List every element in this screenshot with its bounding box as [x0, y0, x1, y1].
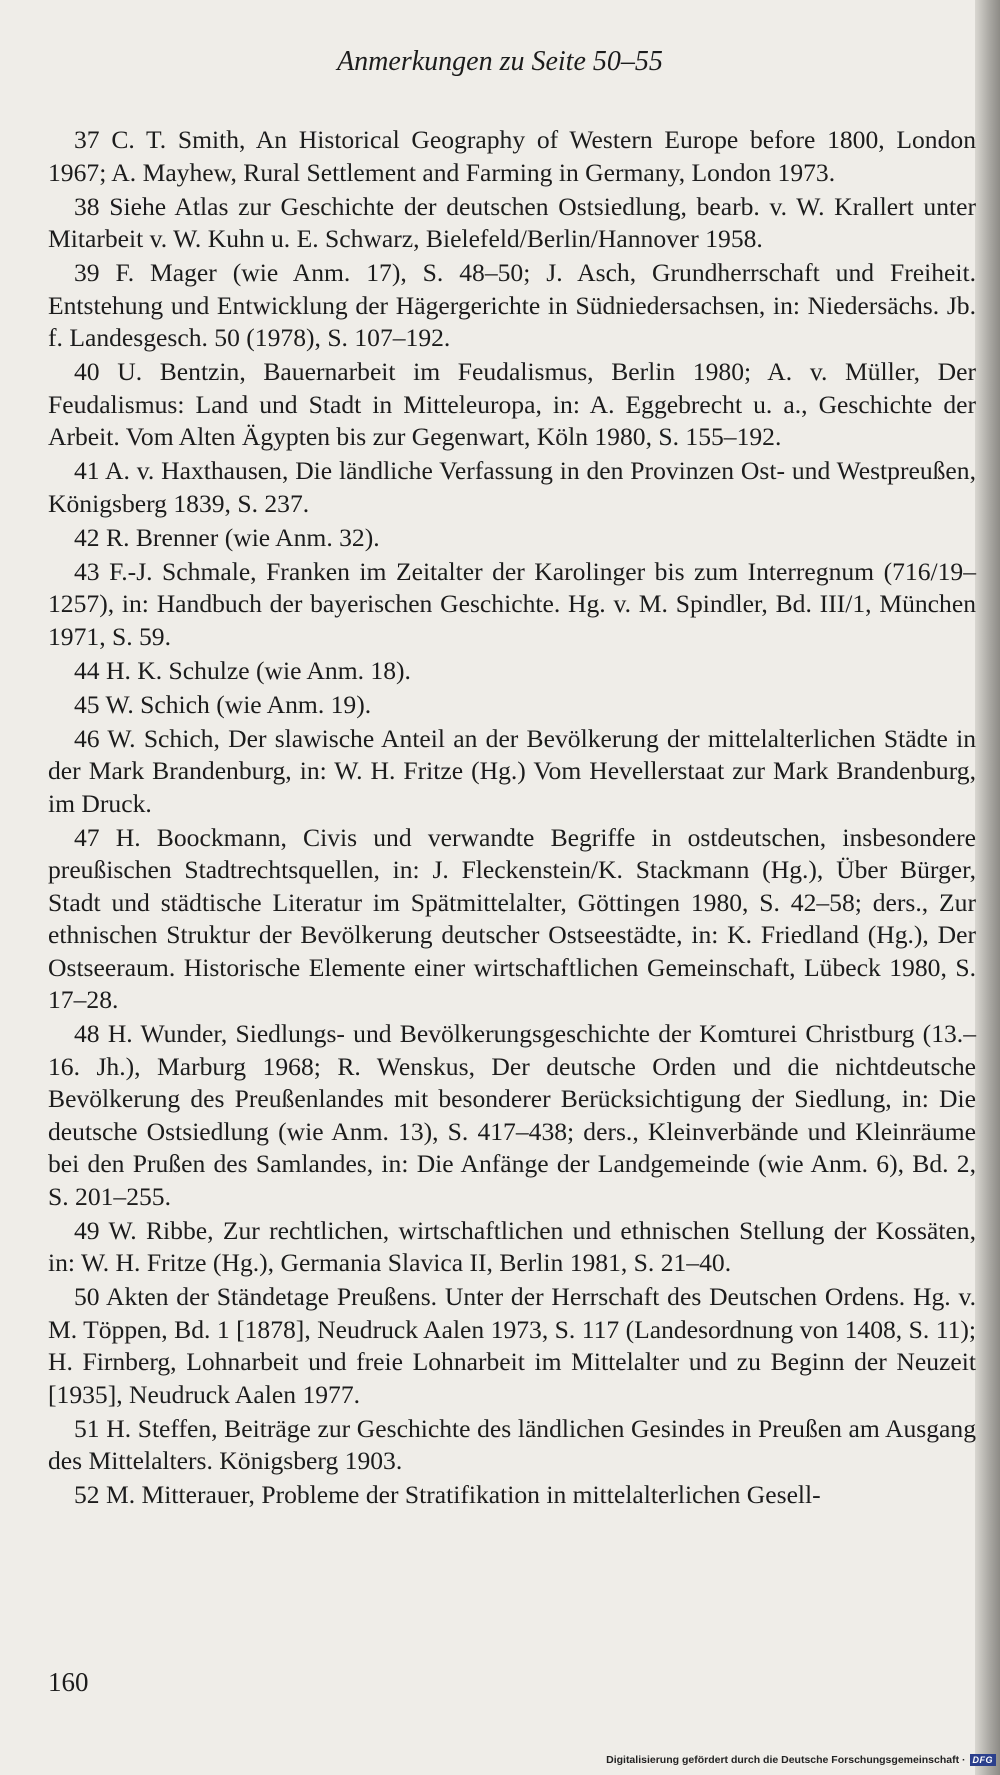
- endnote-40: 40 U. Bentzin, Bauernarbeit im Feudalismus, Berlin 1980; A. v. Müller, Der Feudalismus: Land und Stadt in Mitteleuropa, in: A. Eggebrecht u. a., Geschichte der Arbeit. Vom Alten Ägypten bis zur Gegenwart, Köln 1980, S. 155–192.: [48, 357, 976, 451]
- page-number: 160: [48, 1667, 89, 1697]
- endnote-46: 46 W. Schich, Der slawische Anteil an der Bevölkerung der mittelalterlichen Städte in der Mark Brandenburg, in: W. H. Fritze (Hg.) Vom Hevellerstaat zur Mark Brandenburg, im Druck.: [48, 723, 976, 818]
- endnote-48: 48 H. Wunder, Siedlungs- und Bevölkerungsgeschichte der Komturei Christburg (13.–16. Jh.), Marburg 1968; R. Wenskus, Der deutsche Orden und die nichtdeutsche Bevölkerung des Preußenlandes mit besonderer Berücksichtigung der Siedlung, in: Die deutsche Ostsiedlung (wie Anm. 13), S. 417–438; ders., Kleinverbände und Kleinräume bei den Prußen des Samlandes, in: Die Anfänge der Landgemeinde (wie Anm. 6), Bd. 2, S. 201–255.: [48, 1019, 976, 1211]
- digitization-footer: [606, 1754, 996, 1766]
- endnote-51: 51 H. Steffen, Beiträge zur Geschichte des ländlichen Gesindes in Preußen am Ausgang des Mittelalters. Königsberg 1903.: [48, 1413, 976, 1475]
- endnote-44: 44 H. K. Schulze (wie Anm. 18).: [74, 655, 411, 685]
- endnote-38: 38 Siehe Atlas zur Geschichte der deutschen Ostsiedlung, bearb. v. W. Krallert unter Mitarbeit v. W. Kuhn u. E. Schwarz, Bielefeld/Berlin/Hannover 1958.: [48, 191, 976, 253]
- endnote-52: 52 M. Mitterauer, Probleme der Stratifikation in mittelalterlichen Gesell-: [74, 1480, 821, 1509]
- endnote-45: 45 W. Schich (wie Anm. 19).: [74, 689, 372, 719]
- endnote-49: 49 W. Ribbe, Zur rechtlichen, wirtschaftlichen und ethnischen Stellung der Kossäten, in: W. H. Fritze (Hg.), Germania Slavica II, Berlin 1981, S. 21–40.: [48, 1215, 976, 1277]
- endnote-42: 42 R. Brenner (wie Anm. 32).: [74, 522, 380, 552]
- book-spine-shadow: [975, 0, 1000, 1775]
- footer-credit-text: Digitalisierung gefördert durch die Deutsche Forschungsgemeinschaft ·: [606, 1754, 966, 1766]
- endnote-39: 39 F. Mager (wie Anm. 17), S. 48–50; J. Asch, Grundherrschaft und Freiheit. Entstehung und Entwicklung der Hägergerichte in Südniedersachsen, in: Niedersächs. Jb. f. Landesgesch. 50 (1978), S. 107–192.: [48, 258, 976, 352]
- endnote-43: 43 F.-J. Schmale, Franken im Zeitalter der Karolinger bis zum Interregnum (716/19–1257), in: Handbuch der bayerischen Geschichte. Hg. v. M. Spindler, Bd. III/1, München 1971, S. 59.: [48, 556, 976, 651]
- endnotes-list: [48, 124, 976, 1513]
- endnote-41: 41 A. v. Haxthausen, Die ländliche Verfassung in den Provinzen Ost- und Westpreußen, Königsberg 1839, S. 237.: [48, 456, 976, 518]
- endnote-37: 37 C. T. Smith, An Historical Geography of Western Europe before 1800, London 1967; A. Mayhew, Rural Settlement and Farming in Germany, London 1973.: [48, 125, 976, 187]
- running-header: Anmerkungen zu Seite 50–55: [337, 46, 663, 77]
- endnote-50: 50 Akten der Ständetage Preußens. Unter der Herrschaft des Deutschen Ordens. Hg. v. M. Töppen, Bd. 1 [1878], Neudruck Aalen 1973, S. 117 (Landesordnung von 1408, S. 11); H. Firnberg, Lohnarbeit und freie Lohnarbeit im Mittelalter und zu Beginn der Neuzeit [1935], Neudruck Aalen 1977.: [48, 1282, 976, 1409]
- endnote-47: 47 H. Boockmann, Civis und verwandte Begriffe in ostdeutschen, insbesondere preußischen Stadtrechtsquellen, in: J. Fleckenstein/K. Stackmann (Hg.), Über Bürger, Stadt und städtische Literatur im Spätmittelalter, Göttingen 1980, S. 42–58; ders., Zur ethnischen Struktur der Bevölkerung deutscher Ostseestädte, in: K. Friedland (Hg.), Der Ostseeraum. Historische Elemente einer wirtschaftlichen Gemeinschaft, Lübeck 1980, S. 17–28.: [48, 822, 976, 1014]
- dfg-logo: DFG: [970, 1754, 997, 1766]
